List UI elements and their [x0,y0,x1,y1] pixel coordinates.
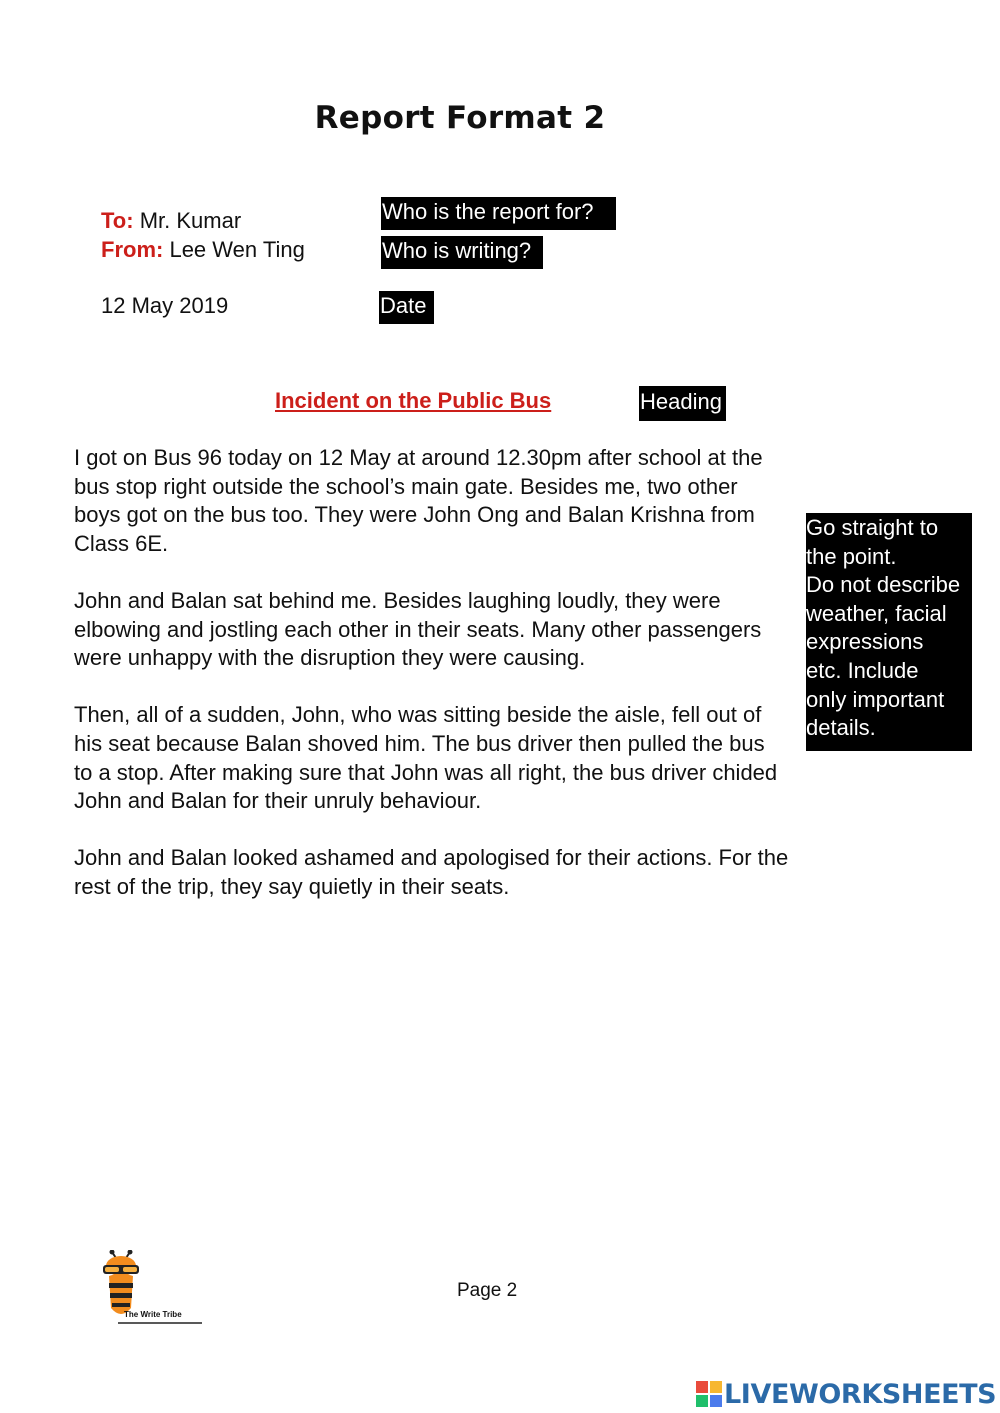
from-line [101,237,305,263]
date-value: 12 May 2019 [101,293,229,318]
from-label: From: [101,237,164,262]
side-note [806,513,972,751]
write-tribe-logo [96,1250,206,1328]
brand-name: LIVEWORKSHEETS [724,1378,997,1410]
side-note-line: etc. Include [806,657,919,683]
liveworksheets-brand [696,1377,996,1411]
tag-heading: Heading [639,386,726,421]
to-value: Mr. Kumar [139,208,242,233]
paragraph-3: Then, all of a sudden, John, who was sitting beside the aisle, fell out of his seat because Balan shoved him. The bus driver then pulled the bus to a stop. After making sure that John was all right, the bus driver chided John and Balan for their unruly behaviour. [74,702,778,814]
side-note-line: only important [806,686,945,712]
tag-who-for: Who is the report for? [381,197,616,230]
report-heading: Incident on the Public Bus [275,388,552,413]
to-line [101,208,241,234]
side-note-line: expressions [806,629,924,655]
report-body [74,444,789,930]
page-number: Page 2 [457,1280,518,1301]
from-value: Lee Wen Ting [169,237,305,262]
paragraph-4: John and Balan looked ashamed and apologised for their actions. For the rest of the trip, they say quietly in their seats. [74,845,789,899]
side-note-line: Go straight to [806,515,939,540]
liveworksheets-logo-icon [696,1381,722,1407]
tag-who-writing: Who is writing? [381,236,543,269]
side-note-line: details. [806,715,876,741]
side-note-line: Do not describe [806,572,961,598]
paragraph-1: I got on Bus 96 today on 12 May at around 12.30pm after school at the bus stop right outside the school’s main gate. Besides me, two other boys got on the bus too. They were John Ong and Balan Krishna from Class 6E. [74,445,763,556]
side-note-line: weather, facial [806,600,947,626]
paragraph-2: John and Balan sat behind me. Besides laughing loudly, they were elbowing and jostling each other in their seats. Many other passengers were unhappy with the disruption they were causing. [74,587,762,671]
page-title: Report Format 2 [314,100,606,136]
logo-text: The Write Tribe [124,1310,182,1319]
side-note-line: the point. [806,543,897,569]
tag-date: Date [379,291,434,324]
to-label: To: [101,208,134,233]
